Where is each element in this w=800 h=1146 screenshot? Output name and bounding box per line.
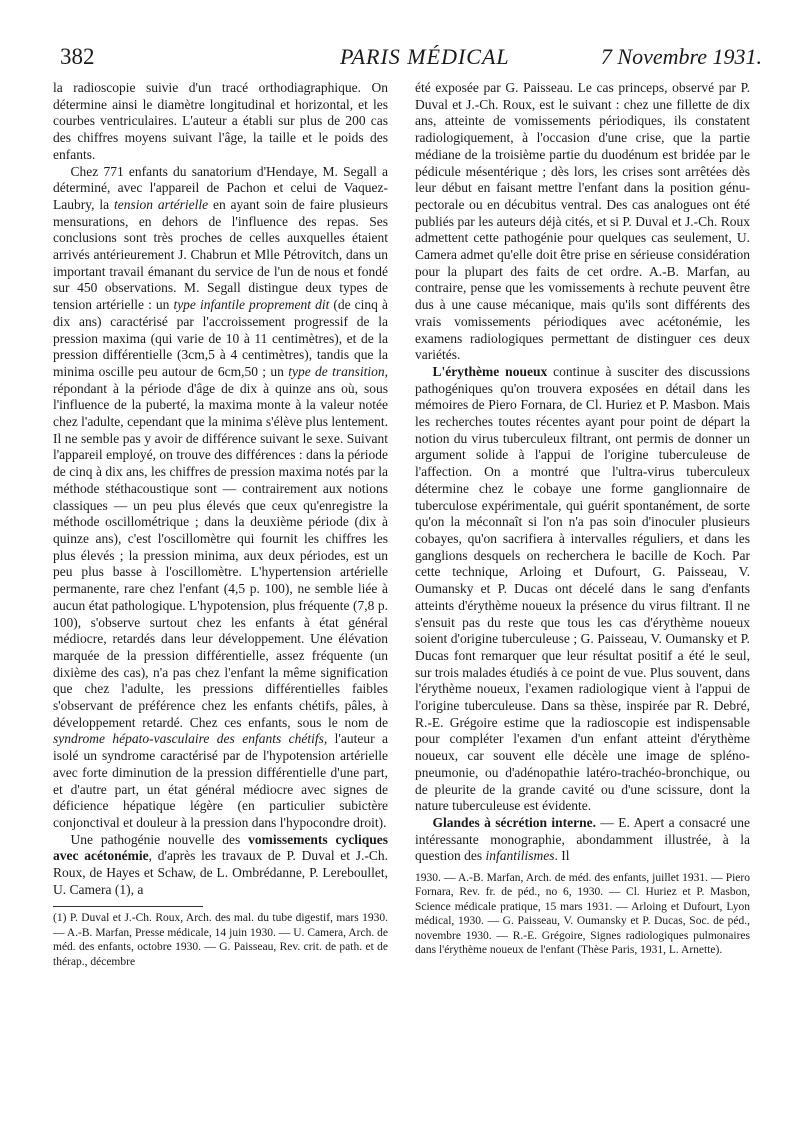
- section-heading: vomissements cycliques avec acétonémie: [53, 831, 388, 864]
- section-heading: Glandes à sécrétion interne.: [432, 814, 596, 830]
- paragraph: Chez 771 enfants du sanatorium d'Hendaye, M. Segall a déterminé, avec l'appareil de Pachon et celui de Vaquez-Laubry, la tension artérielle en ayant soin de faire plusieurs mensurations, en dehors de l'influence des repas. Ses conclusions sont très proches de celles auxquelles étaient arrivés antérieurement J. Chabrun et Mlle Pétrovitch, dans un important travail émanant du service de l'un de nous et fondé sur 450 observations. M. Segall distingue deux types de tension artérielle : un type infantile proprement dit (de cinq à dix ans) caractérisé par l'accroissement progressif de la pression maxima (qui varie de 10 à 11 centimètres), et de la pression différentielle (3cm,5 à 4 centimètres), tandis que la minima oscille peu autour de 6cm,50 ; un type de transition, répondant à la période d'âge de dix à quinze ans où, sous l'influence de la puberté, la maxima monte à la valeur notée chez l'adulte, cependant que la minima s'élève plus lentement. Il ne semble pas y avoir de différence suivant le sexe. Suivant l'appareil employé, on trouve des différences : dans la période de cinq à dix ans, les chiffres de pression maxima notés par la méthode stéthacoustique sont — contrairement aux notions classiques — un peu plus élevés que ceux qu'enregistre la méthode oscillométrique ; dans la deuxième période (dix à quinze ans), c'est l'oscillomètre qui fournit les chiffres les plus élevés ; la pression minima, aux deux périodes, est un peu plus basse à l'oscillomètre. L'hypertension artérielle permanente, rare chez l'enfant (4,5 p. 100), ne semble liée à aucun état pathologique. L'hypotension, plus fréquente (7,8 p. 100), s'observe surtout chez les enfants à état général médiocre, retardés dans leur développement. Une élévation marquée de la pression différentielle, assez fréquente (un dixième des cas), n'a pas chez l'enfant la même signification que chez l'adulte, les pressions différentielles faibles s'observant de préférence chez les enfants chétifs, pâles, à développement retardé. Chez ces enfants, sous le nom de syndrome hépato-vasculaire des enfants chétifs, l'auteur a isolé un syndrome caractérisé par de l'hypotension artérielle avec forte diminution de la pression différentielle d'une part, et d'autre part, un état général médiocre avec signes de déficience hépatique légère (en particulier subictère conjonctival et douleur à la pression dans l'hypocondre droit).: [53, 163, 388, 830]
- paragraph: L'érythème noueux continue à susciter des discussions pathogéniques qu'on trouvera exposées en détail dans les mémoires de Piero Fornara, de Cl. Huriez et P. Masbon. Mais les recherches toutes récentes ayant pour point de départ la notion du virus tuberculeux filtrant, ont permis de donner un argument solide à l'appui de l'origine tuberculeuse de l'affection. On a montré que l'ultra-virus tuberculeux détermine chez le cobaye une forme ganglionnaire de tuberculose expérimentale, qui guérit spontanément, de sorte qu'on la méconnaît si l'on n'a pas soin d'inoculer plusieurs cobayes, qu'on sacrifiera à intervalles réguliers, et dans les ganglions desquels on recherchera le bacille de Koch. Par cette technique, Arloing et Dufourt, G. Paisseau, V. Oumansky et P. Ducas ont décelé dans le sang d'enfants atteints d'érythème noueux la présence du virus filtrant. Il ne s'ensuit pas du reste que tous les cas d'érythème noueux soient d'origine tuberculeuse ; G. Paisseau, V. Oumansky et P. Ducas font remarquer que leur résultat positif a été le seul, sur trois malades étudiés à ce point de vue. Plus souvent, dans l'érythème noueux, l'examen radiologique vient à l'appui de l'origine tuberculeuse. Dans sa thèse, inspirée par R. Debré, R.-E. Grégoire estime que la radioscopie est indispensable pour compléter l'examen d'un enfant atteint d'érythème noueux, car souvent elle décèle une image de spléno-pneumonie, ou d'adénopathie latéro-trachéo-bronchique, ou de pleurite de la grande cavité ou d'une scissure, dont la nature tuberculeuse est évidente.: [415, 363, 750, 814]
- issue-date: 7 Novembre 1931.: [600, 44, 762, 69]
- right-column: [415, 80, 750, 957]
- paragraph: Une pathogénie nouvelle des vomissements cycliques avec acétonémie, d'après les travaux de P. Duval et J.-Ch. Roux, de Hayes et Schaw, de L. Ombrédanne, P. Lereboullet, U. Camera (1), a: [53, 831, 389, 897]
- footnote-rule: [53, 906, 203, 907]
- journal-title: PARIS MÉDICAL: [340, 44, 510, 69]
- left-column: [53, 80, 388, 969]
- footnote: 1930. — A.-B. Marfan, Arch. de méd. des enfants, juillet 1931. — Piero Fornara, Rev. fr. de péd., no 6, 1930. — Cl. Huriez et P. Masbon, Science médicale pratique, 15 mars 1931. — Arloing et Dufourt, Lyon médical, 1930. — G. Paisseau, V. Oumansky et P. Ducas, Soc. de péd., novembre 1930. — R.-E. Grégoire, Signes radiologiques pulmonaires dans l'érythème noueux de l'enfant (Thèse Paris, 1931, L. Arnette).: [415, 872, 750, 957]
- paragraph: Glandes à sécrétion interne. — E. Apert a consacré une intéressante monographie, abondamment illustrée, à la question des infantilismes. Il: [415, 814, 750, 864]
- page-header: [50, 44, 770, 78]
- page-number: 382: [60, 44, 95, 69]
- paragraph: été exposée par G. Paisseau. Le cas princeps, observé par P. Duval et J.-Ch. Roux, est le suivant : chez une fillette de dix ans, atteinte de vomissements périodiques, ils constatent radiologiquement, à l'occasion d'une crise, que la partie médiane de la troisième partie du duodénum est bridée par le pédicule mésentérique ; dès lors, les crises sont arrêtées dès leur début en faisant mettre l'enfant dans la position génu-pectorale ou en décubitus ventral. Des cas analogues ont été publiés par les auteurs déjà cités, et si P. Duval et J.-Ch. Roux admettent cette pathogénie pour quelques cas seulement, U. Camera admet qu'elle doit être prise en sérieuse considération pour la plupart des faits de cet ordre. A.-B. Marfan, au contraire, pense que les vomissements à rechute peuvent être dus à une cause mécanique, mais qu'ils sont différents des vrais vomissements périodiques avec acétonémie, les examens radiologiques permettant de distinguer ces deux variétés.: [415, 80, 750, 363]
- paragraph: la radioscopie suivie d'un tracé orthodiagraphique. On détermine ainsi le diamètre longitudinal et horizontal, et les courbes ventriculaires. L'auteur a établi sur plus de 200 cas des chiffres moyens suivant l'âge, la taille et le poids des enfants.: [53, 80, 388, 162]
- footnote: (1) P. Duval et J.-Ch. Roux, Arch. des mal. du tube digestif, mars 1930. — A.-B. Marfan, Presse médicale, 14 juin 1930. — U. Camera, Arch. de méd. des enfants, octobre 1930. — G. Paisseau, Rev. crit. de path. et de thérap., décembre: [53, 912, 388, 968]
- section-heading: L'érythème noueux: [432, 363, 548, 379]
